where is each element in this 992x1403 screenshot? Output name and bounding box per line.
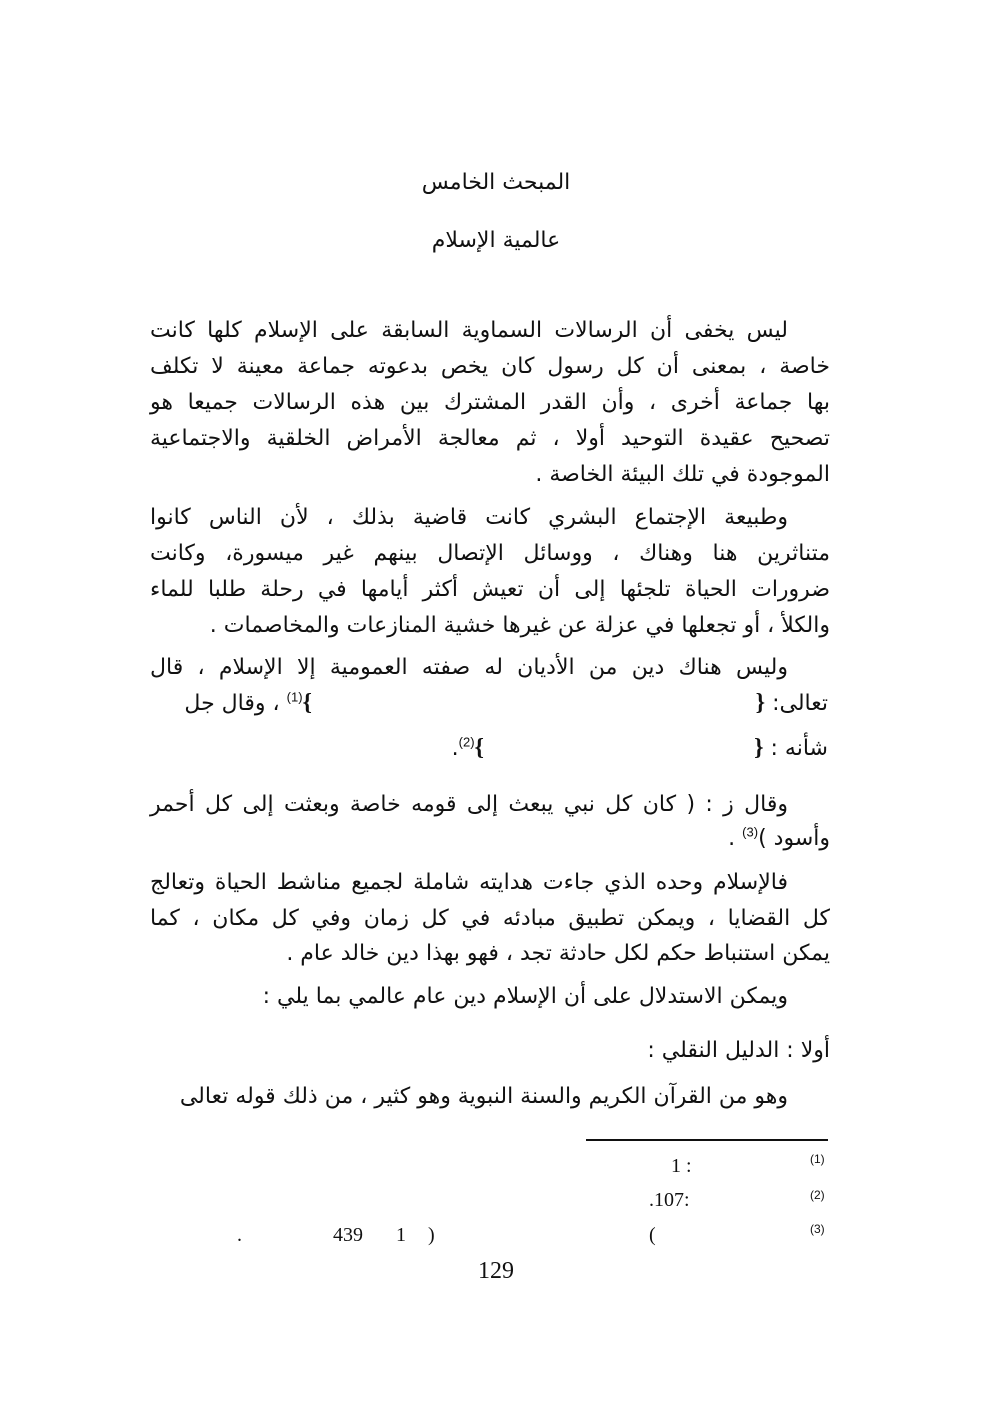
paragraph-line: متناثرين هنا وهناك ، ووسائل الإتصال بينهم غير ميسورة، وكانت xyxy=(150,541,830,566)
paragraph-line: فالإسلام وحده الذي جاءت هدايته شاملة لجميع مناشط الحياة وتعالج xyxy=(150,870,788,895)
taala-label: تعالى: xyxy=(772,691,828,716)
waqal-label: ، وقال جل xyxy=(184,691,280,716)
paragraph-line: الموجودة في تلك البيئة الخاصة . xyxy=(535,462,830,487)
paragraph-line: وأسود ) xyxy=(758,826,830,851)
paragraph-line: كل القضايا ، ويمكن تطبيق مبادئه في كل زمان وفي كل مكان ، كما xyxy=(150,906,830,931)
open-brace: { xyxy=(754,735,764,761)
paragraph-6: ويمكن الاستدلال على أن الإسلام دين عام عالمي بما يلي : xyxy=(262,984,788,1009)
close-brace: } xyxy=(474,735,484,761)
paragraph-7-heading: أولا : الدليل النقلي : xyxy=(647,1038,830,1063)
footnote-part: 439 xyxy=(333,1224,363,1246)
paragraph-line: وطبيعة الإجتماع البشري كانت قاضية بذلك ، لأن الناس كانوا xyxy=(150,505,788,530)
period: . xyxy=(451,736,459,761)
paragraph-line: وقال ز : ( كان كل نبي يبعث إلى قومه خاصة وبعثت إلى كل أحمر xyxy=(150,792,788,817)
shanuhu-label: شأنه : xyxy=(770,736,828,761)
page-number: 129 xyxy=(478,1258,514,1284)
footnote-part: ) xyxy=(428,1224,435,1246)
open-brace: { xyxy=(755,690,766,716)
footnote-part: 1 xyxy=(396,1224,406,1246)
footnote-part: . xyxy=(237,1224,242,1246)
footnote-ref-2[interactable]: (2) xyxy=(458,734,475,750)
paragraph-line: ليس يخفى أن الرسالات السماوية السابقة على الإسلام كلها كانت xyxy=(150,318,788,343)
section-subtitle: عالمية الإسلام xyxy=(431,228,561,253)
period: . xyxy=(728,826,743,851)
paragraph-line: بها جماعة أخرى ، وأن القدر المشترك بين هذه الرسالات جميعا هو xyxy=(150,390,830,415)
footnote-ref-1[interactable]: (1) xyxy=(286,689,303,705)
footnote-mark: (1) xyxy=(810,1152,825,1166)
paragraph-line: تصحيح عقيدة التوحيد أولا ، ثم معالجة الأمراض الخلقية والاجتماعية xyxy=(150,426,830,451)
section-title: المبحث الخامس xyxy=(421,170,571,195)
close-brace: } xyxy=(302,690,312,716)
footnote-part: ( xyxy=(649,1224,656,1246)
paragraph-8: وهو من القرآن الكريم والسنة النبوية وهو كثير ، من ذلك قوله تعالى xyxy=(179,1084,788,1109)
paragraph-line: خاصة ، بمعنى أن كل رسول كان يخص بدعوته جماعة معينة لا تكلف xyxy=(150,354,830,379)
footnote-mark: (3) xyxy=(810,1222,825,1236)
paragraph-line: والكلأ ، أو تجعلها في عزلة عن غيرها خشية المنازعات والمخاصمات . xyxy=(209,613,830,638)
footnote-ref-3[interactable]: (3) xyxy=(742,824,759,840)
footnote-text: .107: xyxy=(649,1189,690,1211)
paragraph-line: ضرورات الحياة تلجئها إلى أن تعيش أكثر أيامها في رحلة طلبا للماء xyxy=(150,577,830,602)
footnote-mark: (2) xyxy=(810,1188,825,1202)
footnote-text: 1 : xyxy=(671,1155,692,1177)
paragraph-line: يمكن استنباط حكم لكل حادثة تجد ، فهو بهذا دين خالد عام . xyxy=(286,941,830,966)
footnote-separator xyxy=(586,1139,828,1141)
paragraph-line: وليس هناك دين من الأديان له صفته العمومية إلا الإسلام ، قال xyxy=(150,655,788,680)
